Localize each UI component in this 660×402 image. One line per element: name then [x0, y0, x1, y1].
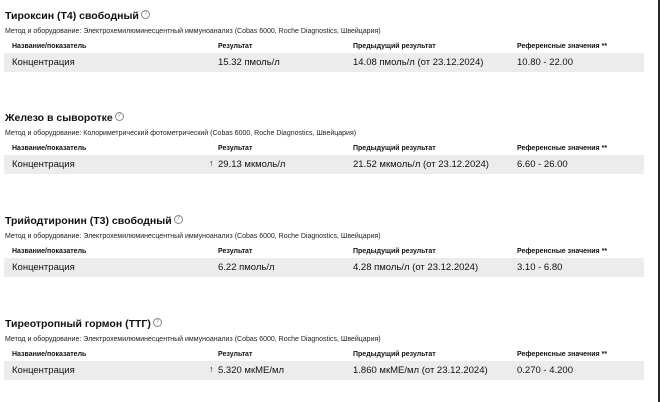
header-reference: Референсные значения **: [517, 351, 608, 358]
row-previous: 4.28 пмоль/л (от 23.12.2024): [353, 262, 479, 273]
section-title: Железо в сыворотке ?: [5, 112, 124, 124]
section-title: Тиреотропный гормон (ТТГ) ?: [5, 318, 162, 330]
help-icon[interactable]: ?: [141, 10, 150, 19]
header-name: Название/показатель: [12, 351, 87, 358]
header-previous: Предыдущий результат: [353, 43, 436, 50]
row-name: Концентрация: [12, 57, 75, 68]
header-previous: Предыдущий результат: [353, 351, 436, 358]
row-result: 29.13 мкмоль/л: [218, 159, 286, 170]
method-text: Метод и оборудование: Электрохемилюминесцентный иммуноанализ (Cobas 6000, Roche Diagnostics, Швейцария): [5, 233, 381, 240]
method-text: Метод и оборудование: Электрохемилюминесцентный иммуноанализ (Cobas 6000, Roche Diagnostics, Швейцария): [5, 28, 381, 35]
header-result: Результат: [218, 145, 253, 152]
header-name: Название/показатель: [12, 43, 87, 50]
row-reference: 3.10 - 6.80: [517, 262, 563, 273]
row-previous: 1.860 мкМЕ/мл (от 23.12.2024): [353, 365, 488, 376]
row-reference: 6.60 - 26.00: [517, 159, 568, 170]
row-previous: 21.52 мкмоль/л (от 23.12.2024): [353, 159, 489, 170]
header-result: Результат: [218, 43, 253, 50]
help-icon[interactable]: ?: [174, 215, 183, 224]
table-row: [4, 258, 644, 277]
row-previous: 14.08 пмоль/л (от 23.12.2024): [353, 57, 484, 68]
header-name: Название/показатель: [12, 145, 87, 152]
table-row: [4, 155, 644, 174]
table-row: [4, 361, 644, 380]
header-previous: Предыдущий результат: [353, 248, 436, 255]
header-name: Название/показатель: [12, 248, 87, 255]
row-name: Концентрация: [12, 262, 75, 273]
row-reference: 10.80 - 22.00: [517, 57, 573, 68]
header-result: Результат: [218, 351, 253, 358]
header-reference: Референсные значения **: [517, 43, 608, 50]
row-reference: 0.270 - 4.200: [517, 365, 573, 376]
section-title: Тироксин (Т4) свободный ?: [5, 10, 150, 22]
help-icon[interactable]: ?: [115, 112, 124, 121]
header-reference: Референсные значения **: [517, 145, 608, 152]
help-icon[interactable]: ?: [153, 318, 162, 327]
header-previous: Предыдущий результат: [353, 145, 436, 152]
method-text: Метод и оборудование: Электрохемилюминесцентный иммуноанализ (Cobas 6000, Roche Diagnostics, Швейцария): [5, 336, 381, 343]
arrow-up-icon: ↑: [209, 158, 214, 168]
row-name: Концентрация: [12, 365, 75, 376]
header-result: Результат: [218, 248, 253, 255]
row-result: 15.32 пмоль/л: [218, 57, 280, 68]
table-row: [4, 53, 644, 72]
header-reference: Референсные значения **: [517, 248, 608, 255]
method-text: Метод и оборудование: Колориметрический фотометрический (Cobas 6000, Roche Diagnostics, Швейцария): [5, 130, 357, 137]
section-title: Трийодтиронин (Т3) свободный ?: [5, 215, 183, 227]
row-result: 6.22 пмоль/л: [218, 262, 275, 273]
arrow-up-icon: ↑: [209, 364, 214, 374]
row-result: 5.320 мкМЕ/мл: [218, 365, 285, 376]
row-name: Концентрация: [12, 159, 75, 170]
